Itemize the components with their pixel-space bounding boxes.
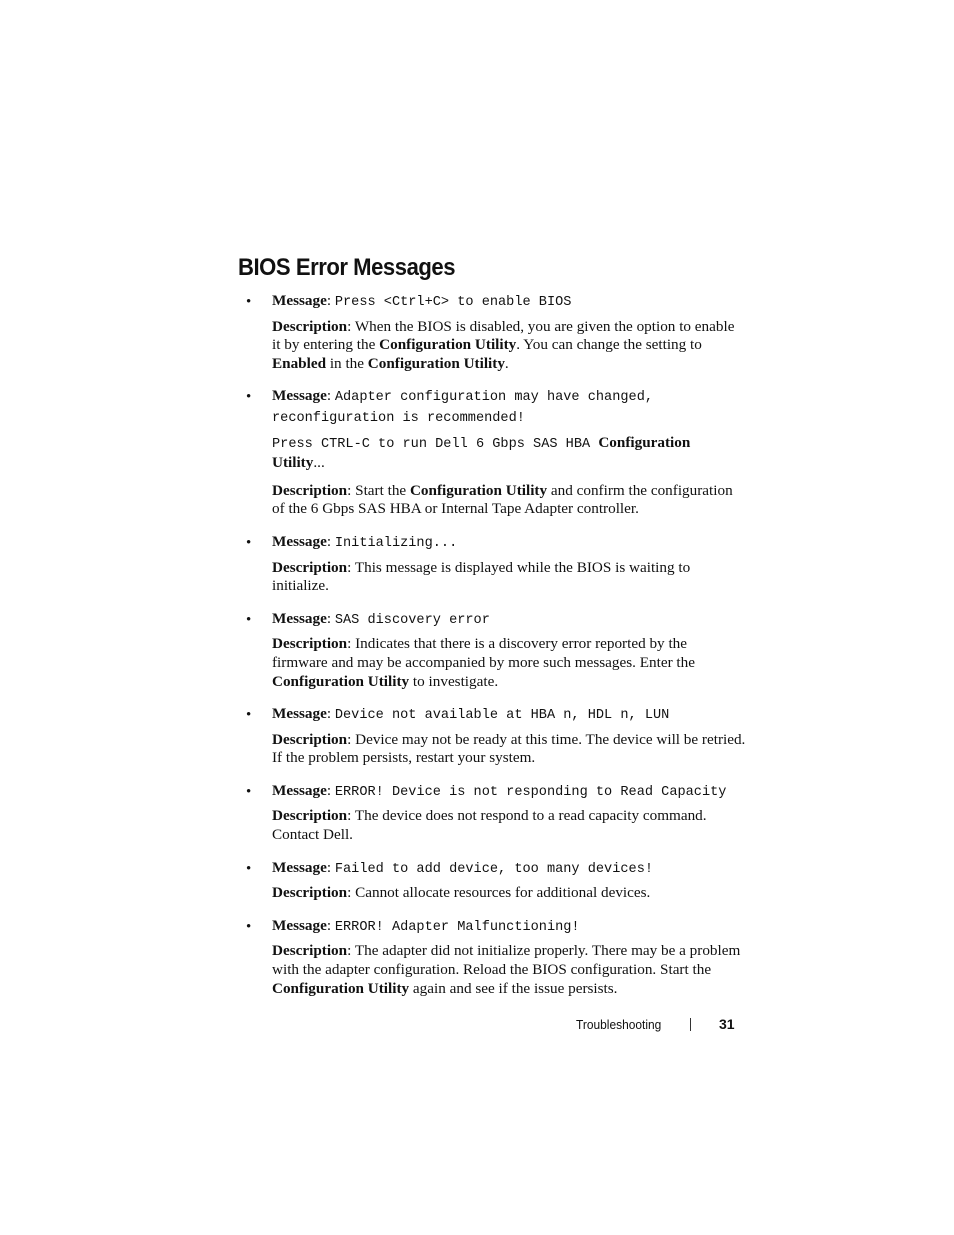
- bold-term: Configuration Utility: [367, 354, 505, 372]
- message-label: Message: [272, 781, 327, 799]
- page-number: 31: [719, 1016, 735, 1032]
- message-label: Message: [272, 292, 327, 309]
- footer-section-name: Troubleshooting: [576, 1017, 662, 1032]
- bold-term: Configuration Utility: [272, 433, 691, 472]
- label-colon: :: [347, 481, 356, 499]
- description-line: [272, 942, 746, 998]
- description-line: [272, 559, 746, 596]
- message-label: Message: [272, 916, 327, 934]
- message-line: [272, 782, 746, 803]
- error-entry: [246, 917, 746, 998]
- description-label: Description: [272, 317, 348, 335]
- label-colon: :: [326, 532, 335, 550]
- text-run: Indicates that there is a discovery error reported by the firmware and may be accompanied by more such messages. Enter the: [272, 635, 695, 671]
- description-label: Description: [272, 558, 348, 576]
- error-entry: [246, 292, 746, 373]
- text-run: and confirm the configuration of the 6 Gbps SAS HBA or Internal Tape Adapter controller.: [272, 481, 733, 518]
- description-label: Description: [272, 481, 348, 499]
- bold-term: Configuration Utility: [379, 336, 517, 354]
- description-label: Description: [272, 730, 348, 748]
- description-line: [272, 318, 746, 374]
- text-run: again and see if the issue persists.: [409, 979, 618, 997]
- message-code: Failed to add device, too many devices!: [334, 861, 654, 877]
- bullet-icon: •: [246, 534, 252, 551]
- description-line: [272, 884, 746, 903]
- bullet-icon: •: [246, 294, 252, 310]
- text-run: This message is displayed while the BIOS is waiting to initialize.: [272, 558, 691, 595]
- message-code: Adapter configuration may have changed, reconfiguration is recommended!: [272, 390, 654, 426]
- text-run: .: [504, 354, 509, 372]
- label-colon: :: [326, 292, 335, 309]
- message-code: Press <Ctrl+C> to enable BIOS: [334, 295, 572, 310]
- description-label: Description: [272, 884, 348, 902]
- bold-term: Configuration Utility: [272, 979, 410, 997]
- label-colon: :: [347, 558, 355, 576]
- message-code: ERROR! Device is not responding to Read Capacity: [334, 784, 727, 800]
- description-label: Description: [272, 635, 348, 653]
- message-continuation: [272, 434, 746, 473]
- label-colon: :: [326, 916, 335, 934]
- label-colon: :: [326, 387, 335, 405]
- message-line: [272, 533, 746, 554]
- description-label: Description: [272, 807, 348, 825]
- text-run: Cannot allocate resources for additional devices.: [355, 884, 651, 902]
- description-line: [272, 807, 746, 844]
- text-run: . You can change the setting to: [516, 336, 702, 354]
- message-line: [272, 387, 746, 428]
- text-run: The device does not respond to a read capacity command. Contact Dell.: [272, 807, 707, 844]
- message-code: Device not available at HBA n, HDL n, LUN: [334, 708, 670, 724]
- bullet-icon: •: [246, 707, 252, 724]
- label-colon: :: [326, 781, 335, 799]
- description-line: [272, 482, 746, 519]
- bullet-icon: •: [246, 783, 252, 800]
- error-message-list: [246, 292, 746, 1012]
- text-run: The adapter did not initialize properly. There may be a problem with the adapter configuration. Reload the BIOS configuration. Start the: [272, 942, 741, 979]
- message-line: [272, 610, 746, 631]
- bullet-icon: •: [246, 860, 252, 877]
- message-code: Initializing...: [334, 535, 458, 551]
- page-footer: [0, 1016, 954, 1036]
- message-line: [272, 292, 746, 313]
- message-code: SAS discovery error: [334, 612, 490, 628]
- page-title: BIOS Error Messages: [238, 254, 456, 281]
- description-line: [272, 731, 746, 768]
- label-colon: :: [326, 858, 335, 876]
- label-colon: :: [347, 635, 356, 653]
- message-label: Message: [272, 858, 327, 876]
- message-label: Message: [272, 532, 327, 550]
- error-entry: [246, 533, 746, 596]
- footer-divider: [690, 1018, 691, 1031]
- error-entry: [246, 782, 746, 845]
- text-run: in the: [326, 354, 368, 372]
- error-entry: [246, 387, 746, 519]
- error-entry: [246, 859, 746, 903]
- bullet-icon: •: [246, 389, 252, 406]
- label-colon: :: [326, 705, 335, 723]
- label-colon: :: [326, 609, 335, 627]
- description-line: [272, 635, 746, 691]
- message-line: [272, 859, 746, 880]
- bold-term: Configuration Utility: [272, 672, 410, 690]
- text-run: to investigate.: [409, 672, 499, 690]
- bullet-icon: •: [246, 918, 252, 935]
- bold-term: Configuration Utility: [409, 481, 548, 499]
- text-run: Start the: [355, 481, 410, 499]
- error-entry: [246, 610, 746, 691]
- message-label: Message: [272, 705, 327, 723]
- message-label: Message: [272, 387, 327, 405]
- error-entry: [246, 705, 746, 768]
- text-run: Device may not be ready at this time. The device will be retried. If the problem persists, restart your system.: [272, 730, 746, 767]
- text-run: When the BIOS is disabled, you are given the option to enable it by entering the: [272, 317, 735, 354]
- bold-term: Enabled: [272, 354, 327, 372]
- label-colon: :: [347, 317, 355, 335]
- label-colon: :: [347, 807, 355, 825]
- code-text: Press CTRL-C to run Dell 6 Gbps SAS HBA: [272, 436, 599, 452]
- label-colon: :: [347, 884, 356, 902]
- description-label: Description: [272, 942, 348, 960]
- text-run: ...: [313, 454, 325, 472]
- message-line: [272, 705, 746, 726]
- message-line: [272, 917, 746, 938]
- bullet-icon: •: [246, 611, 252, 628]
- message-label: Message: [272, 609, 327, 627]
- message-code: ERROR! Adapter Malfunctioning!: [334, 919, 580, 935]
- label-colon: :: [347, 942, 355, 960]
- label-colon: :: [347, 730, 356, 748]
